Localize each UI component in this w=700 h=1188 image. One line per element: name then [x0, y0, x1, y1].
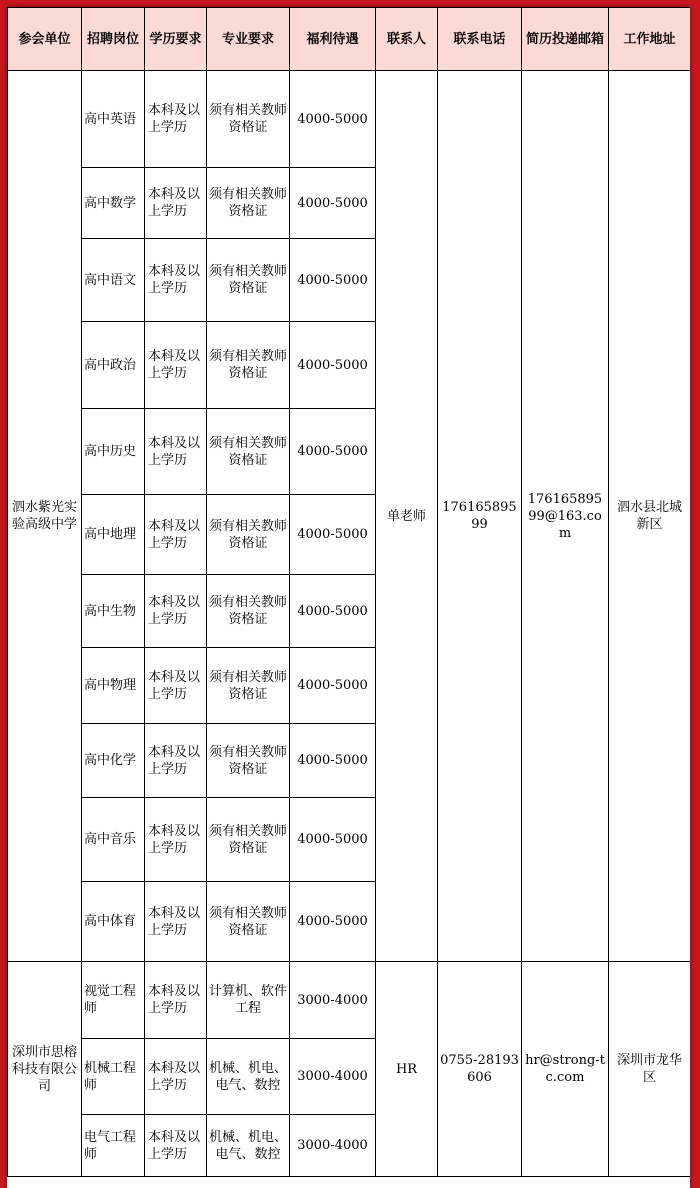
header-contact: 联系人 — [376, 8, 438, 71]
job-education: 本科及以上学历 — [145, 962, 207, 1039]
header-position: 招聘岗位 — [82, 8, 145, 71]
job-salary: 4000-5000 — [290, 322, 376, 409]
header-phone: 联系电话 — [438, 8, 522, 71]
job-education: 本科及以上学历 — [145, 409, 207, 495]
job-position: 电气工程师 — [82, 1115, 145, 1177]
job-education: 本科及以上学历 — [145, 575, 207, 648]
table-row — [8, 962, 691, 1039]
job-position: 机械工程师 — [82, 1039, 145, 1115]
contact-person: 单老师 — [376, 71, 438, 962]
job-education: 本科及以上学历 — [145, 168, 207, 239]
header-salary: 福利待遇 — [290, 8, 376, 71]
job-major: 须有相关教师资格证 — [207, 168, 290, 239]
work-address: 深圳市龙华区 — [609, 962, 691, 1177]
job-position: 高中地理 — [82, 495, 145, 575]
job-salary: 3000-4000 — [290, 1115, 376, 1177]
job-position: 高中语文 — [82, 239, 145, 322]
page-frame — [7, 7, 690, 1188]
job-salary: 4000-5000 — [290, 239, 376, 322]
job-salary: 4000-5000 — [290, 724, 376, 798]
contact-phone: 17616589599 — [438, 71, 522, 962]
job-major: 计算机、软件工程 — [207, 962, 290, 1039]
job-major: 须有相关教师资格证 — [207, 239, 290, 322]
job-major: 须有相关教师资格证 — [207, 495, 290, 575]
header-email: 简历投递邮箱 — [522, 8, 609, 71]
job-education: 本科及以上学历 — [145, 798, 207, 882]
job-major: 机械、机电、电气、数控 — [207, 1115, 290, 1177]
job-education: 本科及以上学历 — [145, 882, 207, 962]
contact-person: HR — [376, 962, 438, 1177]
recruitment-table — [7, 7, 690, 1177]
job-position: 高中历史 — [82, 409, 145, 495]
header-company: 参会单位 — [8, 8, 82, 71]
job-major: 须有相关教师资格证 — [207, 322, 290, 409]
job-salary: 4000-5000 — [290, 168, 376, 239]
job-position: 高中生物 — [82, 575, 145, 648]
job-major: 须有相关教师资格证 — [207, 409, 290, 495]
job-position: 高中物理 — [82, 648, 145, 724]
company-name: 深圳市思榕科技有限公司 — [8, 962, 82, 1177]
job-salary: 4000-5000 — [290, 648, 376, 724]
contact-email: 17616589599@163.com — [522, 71, 609, 962]
job-education: 本科及以上学历 — [145, 648, 207, 724]
job-major: 须有相关教师资格证 — [207, 882, 290, 962]
job-position: 高中政治 — [82, 322, 145, 409]
job-position: 高中化学 — [82, 724, 145, 798]
job-salary: 3000-4000 — [290, 1039, 376, 1115]
work-address: 泗水县北城新区 — [609, 71, 691, 962]
contact-phone: 0755-28193606 — [438, 962, 522, 1177]
header-major: 专业要求 — [207, 8, 290, 71]
header-row — [8, 8, 691, 71]
contact-email: hr@strong-tc.com — [522, 962, 609, 1177]
job-salary: 4000-5000 — [290, 71, 376, 168]
job-position: 高中体育 — [82, 882, 145, 962]
job-salary: 3000-4000 — [290, 962, 376, 1039]
job-major: 须有相关教师资格证 — [207, 575, 290, 648]
job-position: 高中音乐 — [82, 798, 145, 882]
job-education: 本科及以上学历 — [145, 239, 207, 322]
job-education: 本科及以上学历 — [145, 322, 207, 409]
job-position: 高中数学 — [82, 168, 145, 239]
job-education: 本科及以上学历 — [145, 71, 207, 168]
job-major: 须有相关教师资格证 — [207, 798, 290, 882]
header-address: 工作地址 — [609, 8, 691, 71]
job-salary: 4000-5000 — [290, 575, 376, 648]
job-salary: 4000-5000 — [290, 882, 376, 962]
job-education: 本科及以上学历 — [145, 1115, 207, 1177]
job-position: 高中英语 — [82, 71, 145, 168]
company-name: 泗水紫光实验高级中学 — [8, 71, 82, 962]
job-salary: 4000-5000 — [290, 495, 376, 575]
job-education: 本科及以上学历 — [145, 1039, 207, 1115]
table-row — [8, 71, 691, 168]
job-salary: 4000-5000 — [290, 409, 376, 495]
job-major: 须有相关教师资格证 — [207, 724, 290, 798]
job-major: 须有相关教师资格证 — [207, 71, 290, 168]
job-salary: 4000-5000 — [290, 798, 376, 882]
job-position: 视觉工程师 — [82, 962, 145, 1039]
job-education: 本科及以上学历 — [145, 724, 207, 798]
job-major: 须有相关教师资格证 — [207, 648, 290, 724]
job-education: 本科及以上学历 — [145, 495, 207, 575]
header-education: 学历要求 — [145, 8, 207, 71]
job-major: 机械、机电、电气、数控 — [207, 1039, 290, 1115]
